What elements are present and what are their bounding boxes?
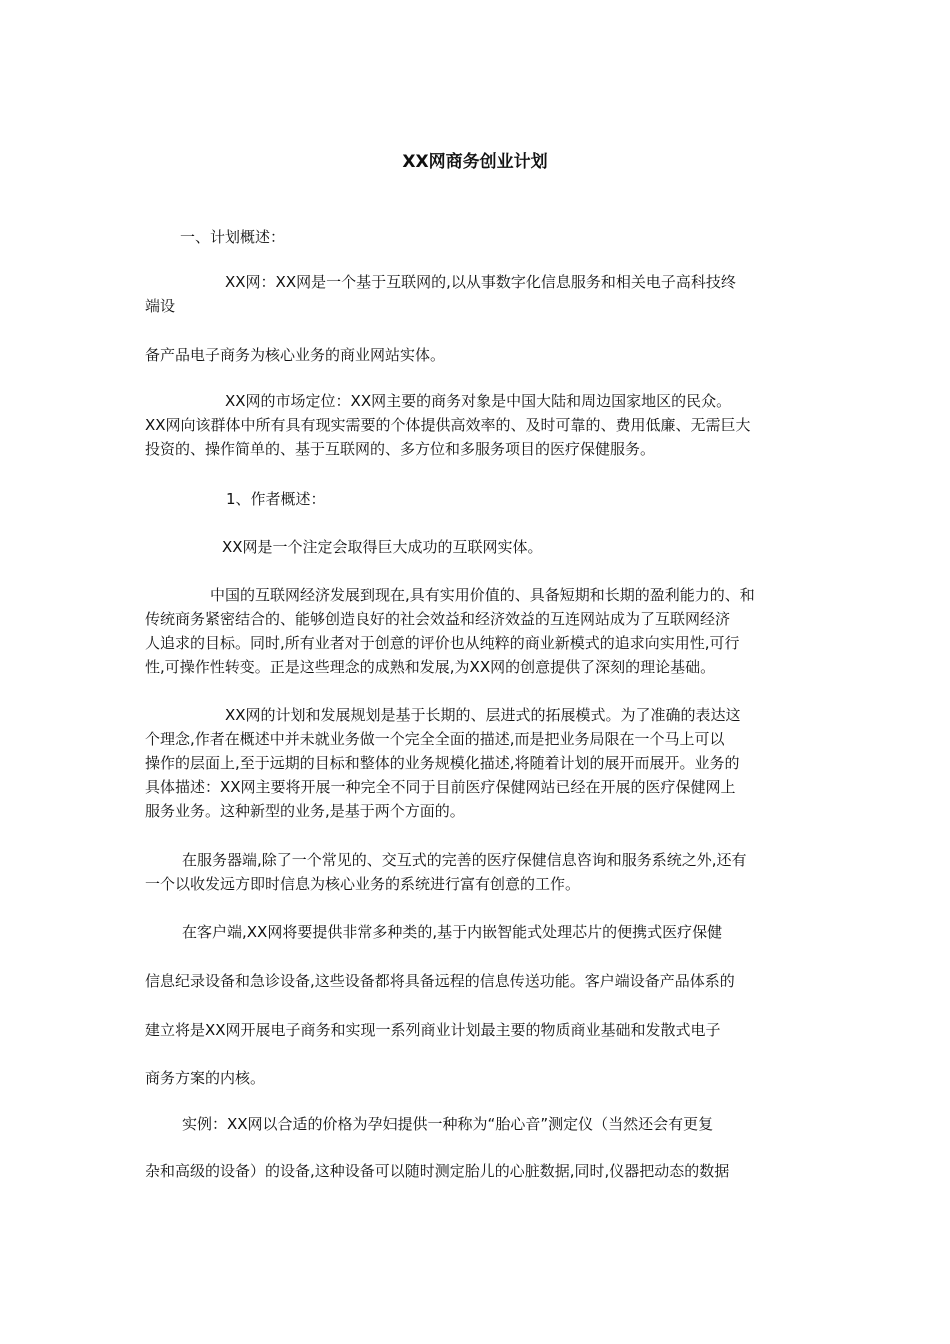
paragraph-line: 传统商务紧密结合的、能够创造良好的社会效益和经济效益的互连网站成为了互联网经济 [145, 610, 731, 628]
paragraph-server-side [145, 848, 810, 896]
paragraph-example-cont: 杂和高级的设备）的设备,这种设备可以随时测定胎儿的心脏数据,同时,仪器把动态的数据 [145, 1162, 730, 1180]
paragraph-line: 投资的、操作简单的、基于互联网的、多方位和多服务项目的医疗保健服务。 [145, 440, 656, 458]
paragraph-market-position [145, 389, 810, 461]
paragraph-line: 性,可操作性转变。正是这些理念的成熟和发展,为XX网的创意提供了深刻的理论基础。 [145, 658, 716, 676]
paragraph-client-side-cont: 建立将是XX网开展电子商务和实现一系列商业计划最主要的物质商业基础和发散式电子 [145, 1021, 721, 1039]
paragraph-client-side-cont: 信息纪录设备和急诊设备,这些设备都将具备远程的信息传送功能。客户端设备产品体系的 [145, 972, 735, 990]
paragraph-author-summary: XX网是一个注定会取得巨大成功的互联网实体。 [222, 538, 543, 556]
paragraph-line: 服务业务。这种新型的业务,是基于两个方面的。 [145, 802, 465, 820]
paragraph-line: XX网的市场定位：XX网主要的商务对象是中国大陆和周边国家地区的民众。 [225, 392, 732, 410]
paragraph-line: XX网的计划和发展规划是基于长期的、层进式的拓展模式。为了准确的表达这 [225, 706, 741, 724]
paragraph-overview [145, 270, 810, 318]
paragraph-line: 个理念,作者在概述中并未就业务做一个完全全面的描述,而是把业务局限在一个马上可以 [145, 730, 725, 748]
paragraph-line: 在服务器端,除了一个常见的、交互式的完善的医疗保健信息咨询和服务系统之外,还有 [182, 851, 747, 869]
paragraph-line: XX网向该群体中所有具有现实需要的个体提供高效率的、及时可靠的、费用低廉、无需巨大 [145, 416, 751, 434]
paragraph-overview-cont: 备产品电子商务为核心业务的商业网站实体。 [145, 346, 446, 364]
paragraph-development-plan [145, 703, 810, 823]
sub-heading: 1、作者概述： [226, 490, 326, 508]
paragraph-line: 一个以收发远方即时信息为核心业务的系统进行富有创意的工作。 [145, 875, 581, 893]
paragraph-client-side: 在客户端,XX网将要提供非常多种类的,基于内嵌智能式处理芯片的便携式医疗保健 [182, 923, 723, 941]
paragraph-line: 中国的互联网经济发展到现在,具有实用价值的、具备短期和长期的盈利能力的、和 [210, 586, 755, 604]
document-title: XX网商务创业计划 [402, 152, 548, 172]
paragraph-line: 人追求的目标。同时,所有业者对于创意的评价也从纯粹的商业新模式的追求向实用性,可行 [145, 634, 740, 652]
paragraph-line: XX网：XX网是一个基于互联网的,以从事数字化信息服务和相关电子高科技终 [225, 273, 736, 291]
paragraph-internet-economy [145, 583, 810, 679]
paragraph-line: 操作的层面上,至于远期的目标和整体的业务规模化描述,将随着计划的展开而展开。业务的 [145, 754, 740, 772]
paragraph-line: 端设 [145, 297, 176, 315]
paragraph-line: 具体描述：XX网主要将开展一种完全不同于目前医疗保健网站已经在开展的医疗保健网上 [145, 778, 736, 796]
paragraph-example: 实例：XX网以合适的价格为孕妇提供一种称为“胎心音”测定仪（当然还会有更复 [182, 1115, 714, 1133]
section-heading: 一、计划概述： [180, 228, 286, 246]
paragraph-client-side-cont: 商务方案的内核。 [145, 1069, 266, 1087]
